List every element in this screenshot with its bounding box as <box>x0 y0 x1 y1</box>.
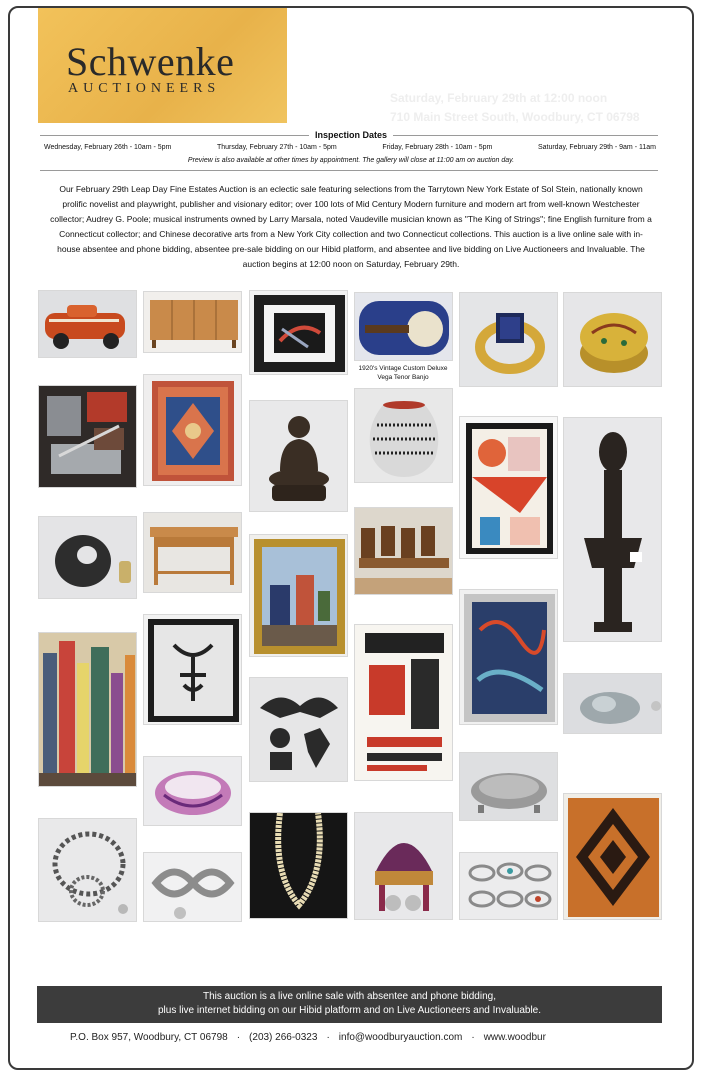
inspection-dates <box>44 144 656 151</box>
banner-line-1: This auction is a live online sale with absentee and phone bidding, <box>203 991 496 1002</box>
bone-necklace-photo <box>249 812 348 919</box>
wood-cabinet-photo <box>143 291 242 353</box>
framed-painting-photo <box>249 534 348 657</box>
console-table-photo <box>143 512 242 593</box>
silver-tray-photo <box>143 852 242 922</box>
carved-figure-photo <box>563 417 662 642</box>
pedal-car-photo <box>38 290 137 358</box>
dining-chairs-photo <box>354 507 453 595</box>
contact-footer: P.O. Box 957, Woodbury, CT 06798 · (203) 266-0323 · info@woodburyauction.com · www.woodbur <box>70 1032 546 1043</box>
footer-email: info@woodburyauction.com <box>338 1032 463 1043</box>
schwenke-logo <box>38 8 287 123</box>
metal-cutout-photo <box>249 677 348 782</box>
framed-abstract-art-photo <box>249 290 348 375</box>
silver-bracelets-photo <box>459 852 558 920</box>
abstract-painting-photo <box>38 385 137 488</box>
inspection-date: Friday, February 28th - 10am - 5pm <box>382 144 493 151</box>
banjo-case-photo <box>354 292 453 361</box>
preview-note: Preview is also available at other times by appointment. The gallery will close at 11:00 am on auction day. <box>187 157 515 164</box>
inspection-date: Thursday, February 27th - 10am - 5pm <box>217 144 337 151</box>
footer-address: P.O. Box 957, Woodbury, CT 06798 <box>70 1032 228 1043</box>
inspection-rule-bottom <box>40 170 658 171</box>
cloisonne-box-photo <box>563 292 662 387</box>
silver-dish-photo <box>459 752 558 821</box>
woven-basket-photo <box>563 793 662 920</box>
framed-print-photo <box>143 614 242 725</box>
oriental-rug-photo <box>143 374 242 486</box>
gold-ring-photo <box>459 292 558 387</box>
auction-description: Our February 29th Leap Day Fine Estates Auction is an eclectic sale featuring selections from the Tarrytown New York Estate of Sol Stein, nationally known prolific novelist and playwright, publisher and visionary editor; over 100 lots of Mid Century Modern furniture and modern art from well-known Westchester collector; Audrey G. Poole; musical instruments owned by Larry Marsala, noted Vaudeville musician known as "The King of Strings"; fine English furniture from a Connecticut collector; and Chinese decorative arts from a New York City collection and two Connecticut collections. This auction is a live online sale with in-house absentee and phone bidding, absentee pre-sale bidding on our Hibid platform, and absentee and live bidding on Live Auctioneers and Invaluable. The auction begins at 12:00 noon on Saturday, February 29th. <box>50 184 652 269</box>
inspection-title: Inspection Dates <box>0 130 702 140</box>
framed-blue-painting-photo <box>459 589 558 725</box>
inspection-date: Saturday, February 29th - 9am - 11am <box>537 144 656 151</box>
city-painting-photo <box>38 632 137 787</box>
banjo-caption: 1920's Vintage Custom Deluxe Vega Tenor Banjo <box>358 365 448 381</box>
banner-line-2: plus live internet bidding on our Hibid platform and on Live Auctioneers and Invaluable. <box>157 1005 542 1016</box>
jade-carving-photo <box>563 673 662 734</box>
inspection-date: Wednesday, February 26th - 10am - 5pm <box>44 144 172 151</box>
footer-website: www.woodbur <box>483 1032 546 1043</box>
logo-subtitle: AUCTIONEERS <box>68 81 221 96</box>
stone-sculpture-photo <box>38 516 137 599</box>
bronze-buddha-photo <box>249 400 348 512</box>
pottery-vase-photo <box>354 388 453 483</box>
footer-phone: (203) 266-0323 <box>249 1032 318 1043</box>
silver-necklace-photo <box>38 818 137 922</box>
glass-bowl-photo <box>143 756 242 826</box>
embroidered-hat-photo <box>354 812 453 920</box>
hebrew-poster-photo <box>354 624 453 781</box>
header-ghost-line-2: 710 Main Street South, Woodbury, CT 06798 <box>390 110 640 124</box>
header-ghost-line-1: Saturday, February 29th at 12:00 noon <box>390 91 608 105</box>
pop-art-print-photo <box>459 416 558 559</box>
logo-name: Schwenke <box>66 39 235 84</box>
live-bidding-banner <box>37 986 662 1023</box>
